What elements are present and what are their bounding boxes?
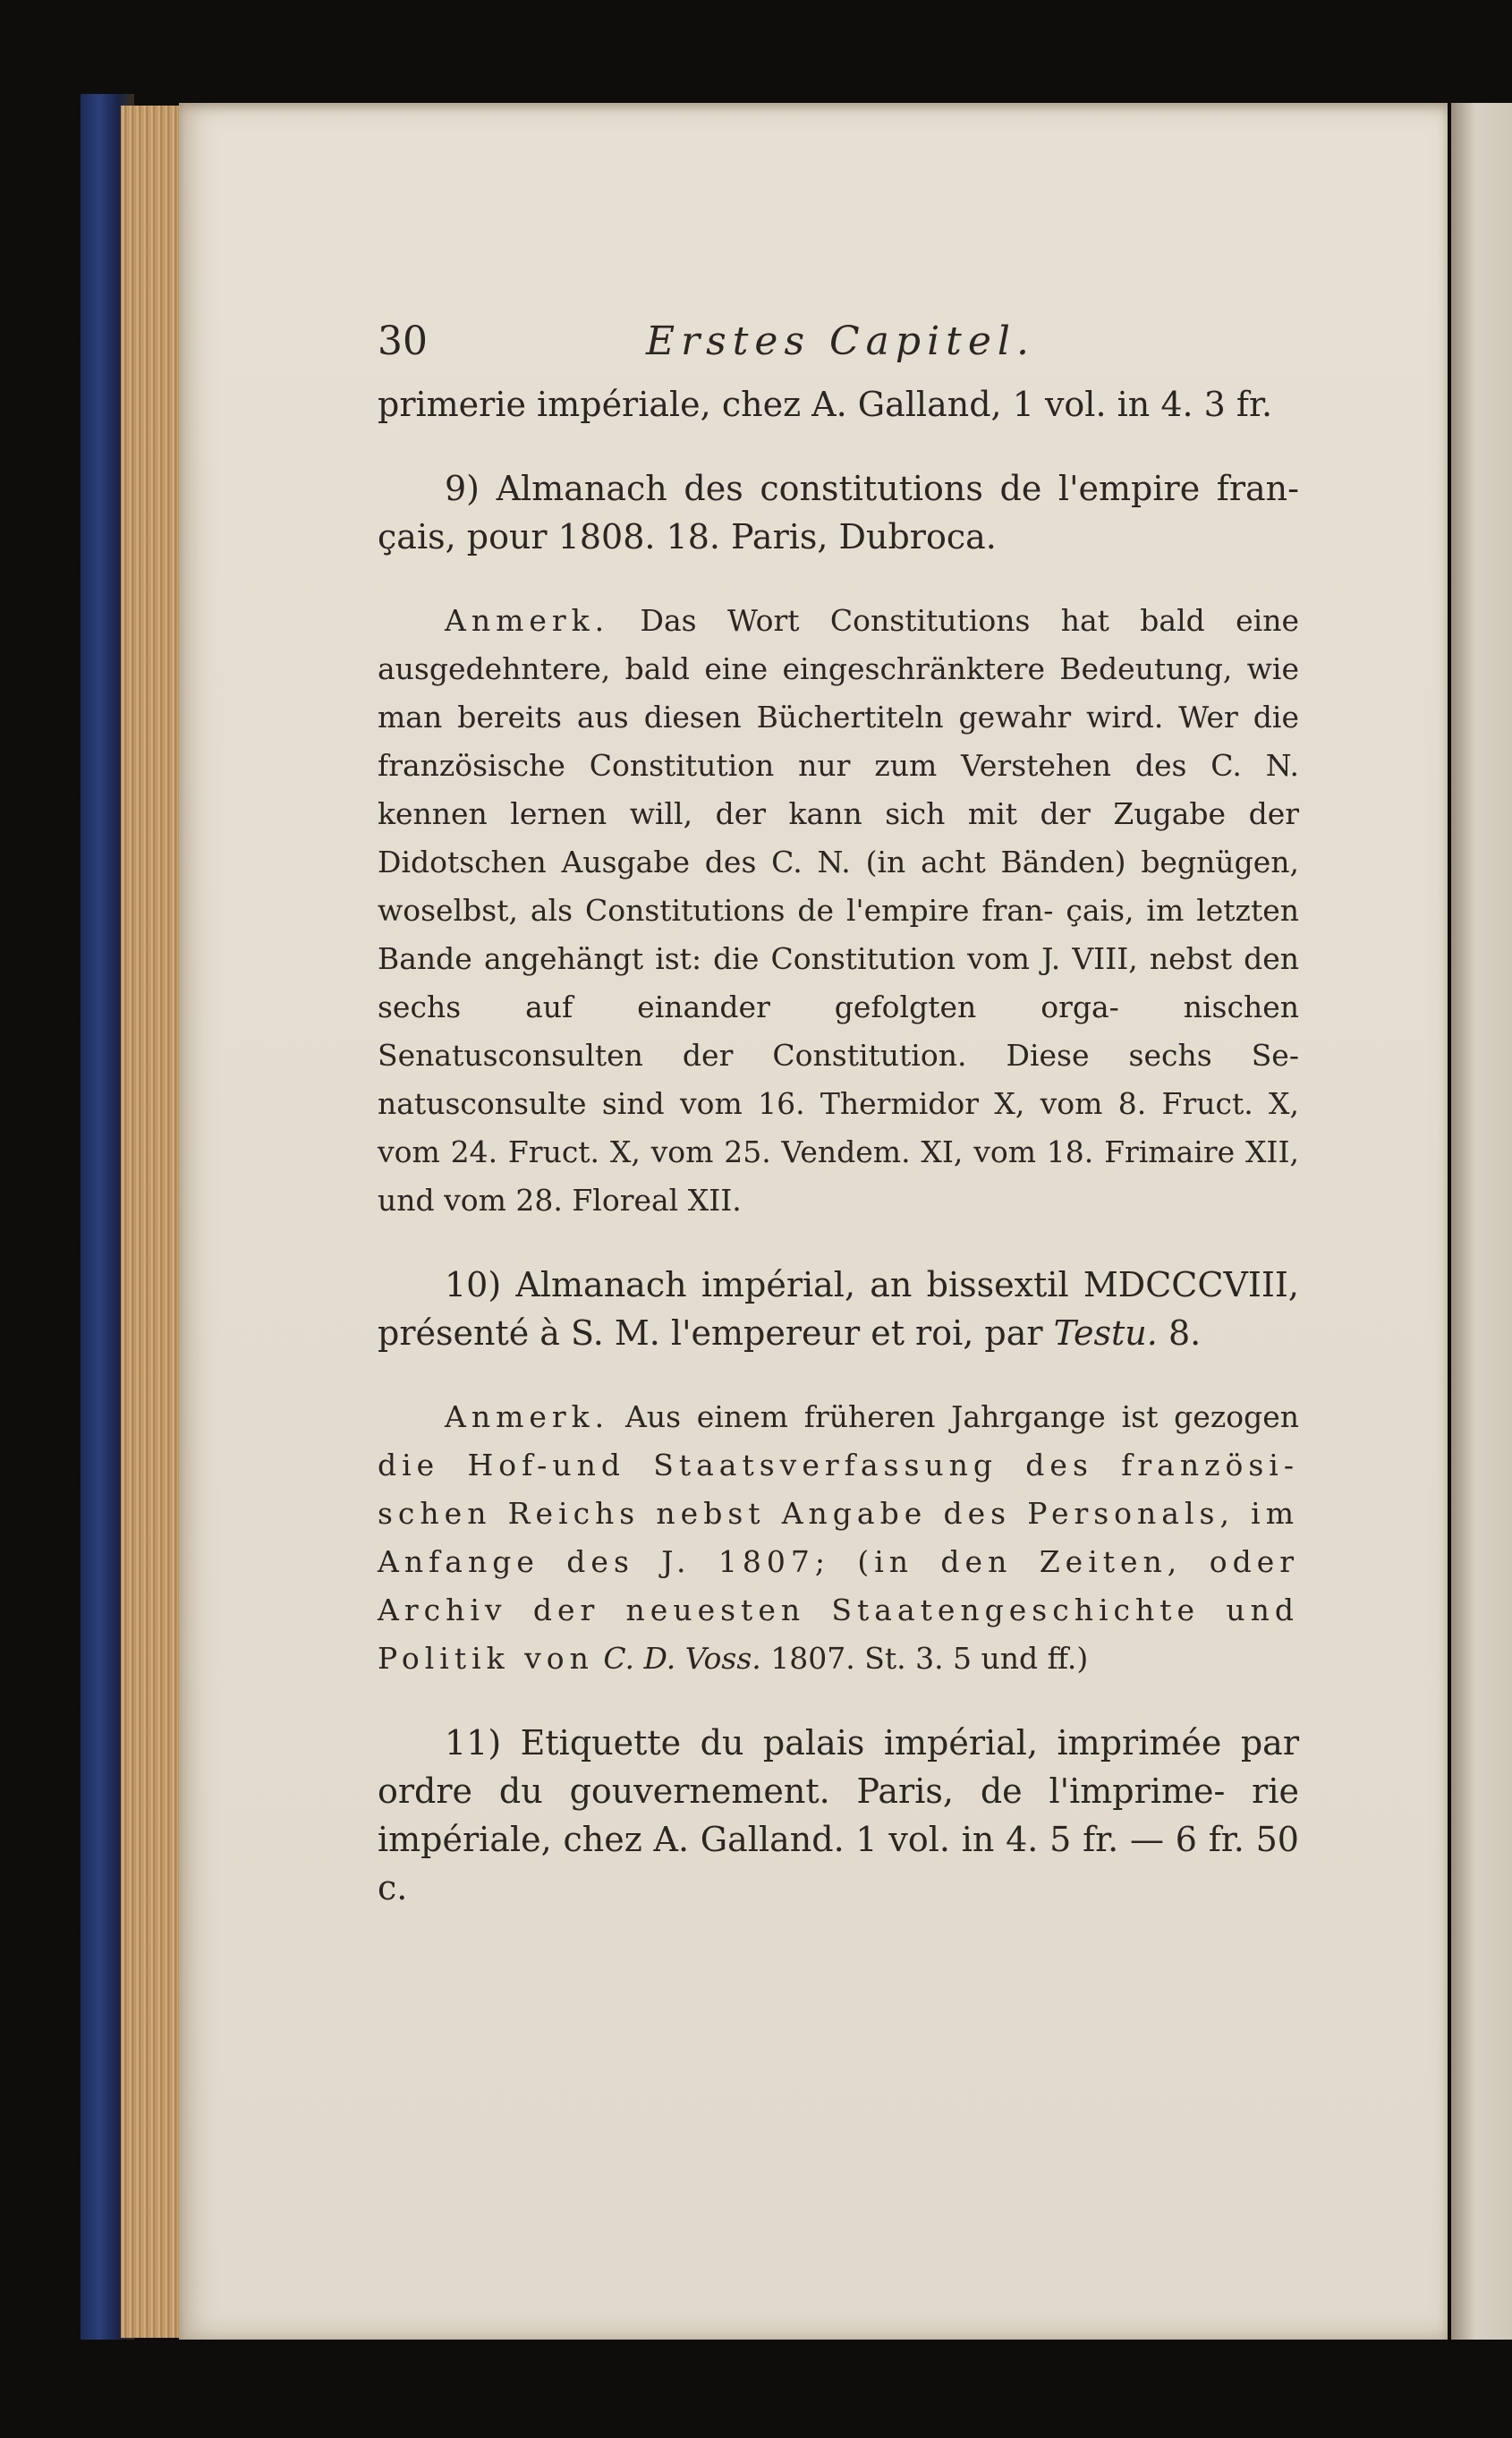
facing-page-edge xyxy=(1451,103,1512,2340)
chapter-title: Erstes Capitel. xyxy=(646,319,1035,364)
entry-9: 9) Almanach des constitutions de l'empire fran- çais, pour 1808. 18. Paris, Dubroca. xyxy=(378,469,1299,556)
note-text-end: 1807. St. 3. 5 und ff.) xyxy=(770,1641,1089,1676)
entry-10-author: Testu. xyxy=(1053,1313,1158,1353)
continuation-text: primerie impériale, chez A. Galland, 1 vol. in 4. 3 fr. xyxy=(378,385,1273,424)
note-author: C. D. Voss. xyxy=(603,1641,761,1676)
entry-10 xyxy=(378,1261,1299,1357)
entry-11: 11) Etiquette du palais impérial, imprimée par ordre du gouvernement. Paris, de l'imprime- rie impériale, chez A. Galland. 1 vol. in 4. 5 fr. — 6 fr. 50 c. xyxy=(378,1723,1299,1907)
note-text: Aus einem früheren Jahrgange ist gezogen xyxy=(624,1399,1299,1434)
page-text xyxy=(378,318,1299,1912)
running-header xyxy=(378,318,1299,380)
note-label: Anmerk. xyxy=(445,1399,610,1434)
entry-10-format: 8. xyxy=(1168,1313,1202,1353)
note-spaced-text: die Hof-und Staatsverfassung des französi- schen Reichs nebst Angabe des Personals, im Anfange des J. 1807; (in den Zeiten, oder Archiv der neuesten Staatengeschichte und Politik von xyxy=(378,1448,1299,1676)
entry-10-note xyxy=(378,1393,1299,1683)
note-text: Das Wort Constitutions hat bald eine ausgedehntere, bald eine eingeschränktere Bedeutung, wie man bereits aus diesen Büchertiteln gewahr wird. Wer die französische Constitution nur zum Verstehen des C. N. kennen lernen will, der kann sich mit der Zugabe der Didotschen Ausgabe des C. N. (in acht Bänden) begnügen, woselbst, als Constitutions de l'empire fran- çais, im letzten Bande angehängt ist: die Constitution vom J. VIII, nebst den sechs auf einander gefolgten orga- nischen Senatusconsulten der Constitution. Diese sechs Se- natusconsulte sind vom 16. Thermidor X, vom 8. Fruct. X, vom 24. Fruct. X, vom 25. Vendem. XI, vom 18. Frimaire XII, und vom 28. Floreal XII. xyxy=(378,603,1299,1218)
entry-10-text: 10) Almanach impérial, an bissextil MDCCCVIII, présenté à S. M. l'empereur et roi, par xyxy=(378,1265,1299,1353)
page-number: 30 xyxy=(378,319,428,364)
entry-9-note xyxy=(378,597,1299,1225)
note-label: Anmerk. xyxy=(445,603,610,638)
